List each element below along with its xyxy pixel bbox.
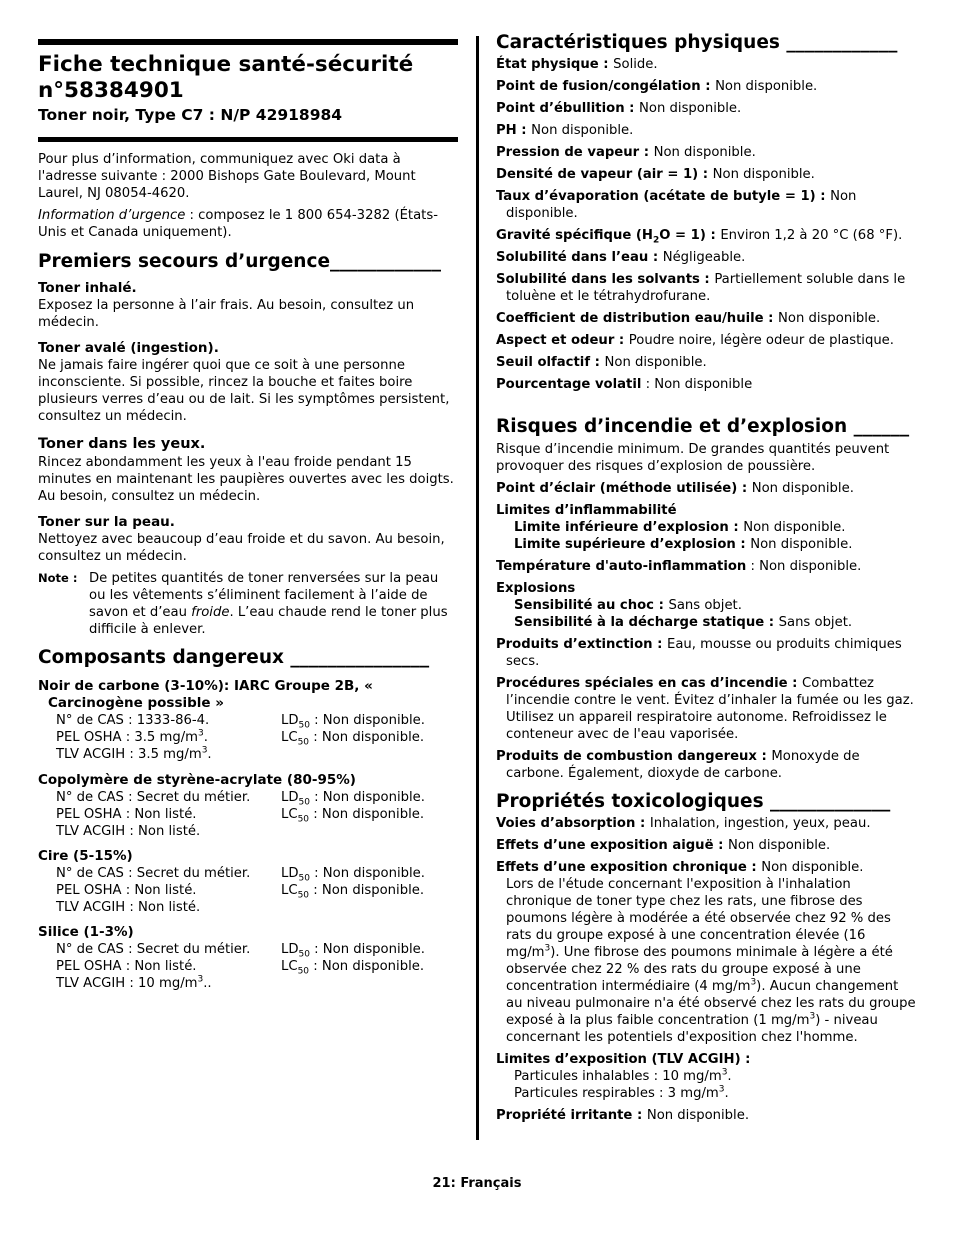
pel-osha: PEL OSHA : 3.5 $mg/m^3$. — [56, 728, 208, 745]
physical-item: Solubilité dans les solvants : Partiellement soluble dans le toluène et le tétrahydrofurane. — [496, 272, 906, 304]
physical-item: Aspect et odeur : Poudre noire, légère odeur de plastique. — [496, 333, 894, 348]
physical-item: Point d’ébullition : Non disponible. — [496, 101, 742, 116]
contact-text: Pour plus d’information, communiquez avec Oki data à l'adresse suivante : 2000 Bishops Gate Boulevard, Mount Laurel, NJ 08054-4620. — [38, 152, 416, 201]
component-block — [38, 772, 455, 840]
ld50: $LD_{50}$ : Non disponible. — [281, 942, 425, 960]
pel-osha: PEL OSHA : Non listé. — [56, 959, 197, 974]
fire-item: Procédures spéciales en cas d’incendie : Combattez l’incendie contre le vent. Évitez d’inhaler la fumée ou les gaz. Utilisez un appareil respiratoire autonome. Refroidissez le conteneur avec de l'eau vaporisée. — [496, 676, 914, 742]
physical-heading: Caractéristiques physiques ____________ — [496, 32, 898, 53]
page-footer: 21: Français — [432, 1176, 522, 1191]
component-name: Noir de carbone (3-10%): IARC Groupe 2B, « Carcinogène possible » — [38, 678, 373, 711]
tlv-acgih: TLV ACGIH : 3.5 $mg/m^3$. — [56, 745, 212, 762]
ld50: $LD_{50}$ : Non disponible. — [281, 790, 425, 808]
physical-item: Taux d’évaporation (acétate de butyle = 1) : Non disponible. — [496, 189, 857, 221]
tlv-acgih: TLV ACGIH : Non listé. — [56, 900, 201, 915]
fire-item: Point d’éclair (méthode utilisée) : Non disponible. — [496, 481, 854, 496]
physical-item: Pression de vapeur : Non disponible. — [496, 145, 756, 160]
fire-subtitle: Limites d’inflammabilité — [496, 503, 677, 518]
first-aid-item — [38, 435, 455, 505]
lc50: $LC_{50}$ : Non disponible. — [281, 730, 425, 748]
fire-item: Température d'auto-inflammation : Non disponible. — [496, 559, 862, 574]
component-block — [38, 678, 455, 763]
physical-item: PH : Non disponible. — [496, 123, 634, 138]
fire-heading: Risques d’incendie et d’explosion ______ — [496, 416, 910, 437]
first-aid-item — [38, 514, 455, 565]
note-text-italic: froide — [191, 605, 230, 620]
component-name: Copolymère de styrène-acrylate (80-95%) — [38, 772, 356, 788]
tox-item: Voies d’absorption : Inhalation, ingestion, yeux, peau. — [496, 816, 871, 831]
page-subtitle: Toner noir, Type C7 : N/P 42918984 — [38, 106, 343, 124]
fire-item: Sensibilité au choc : Sans objet. — [514, 598, 742, 613]
first-aid-heading: Premiers secours d’urgence____________ — [38, 251, 441, 272]
ld50: $LD_{50}$ : Non disponible. — [281, 713, 425, 731]
tox-item: Particules respirables : 3 $mg/m^3$. — [514, 1084, 729, 1101]
first-aid-title: Toner avalé (ingestion). — [38, 340, 219, 356]
first-aid-item — [38, 340, 455, 425]
tox-heading: Propriétés toxicologiques _____________ — [496, 791, 891, 812]
note-label: Note : — [38, 571, 78, 585]
fire-subtitle: Explosions — [496, 581, 576, 596]
column-divider — [476, 36, 479, 1140]
chronic-study-text: Lors de l'étude concernant l'exposition à l'inhalation chronique de toner type chez les rats, une fibrose des poumons légère à modérée a été observée chez 92 % des rats du groupe exposé à une concentration élevée (16 $mg/m^3$). Une fibrose des poumons minimale à légère a été observée chez 22 % des rats du groupe exposé à une concentration intermédiaire (4 $mg/m^3$). Aucun changement au niveau pulmonaire n'a été observé chez les rats du groupe exposé à la plus faible concentration (1 $mg/m^3$) - niveau concernant les potentiels d'exposition chez l'homme. — [506, 877, 916, 1045]
physical-item: Point de fusion/congélation : Non disponible. — [496, 79, 818, 94]
first-aid-title: Toner dans les yeux. — [38, 436, 206, 452]
pel-osha: PEL OSHA : Non listé. — [56, 883, 197, 898]
first-aid-text: Exposez la personne à l’air frais. Au besoin, consultez un médecin. — [38, 298, 415, 330]
title-bottom-rule — [38, 137, 458, 142]
first-aid-item — [38, 280, 455, 331]
tox-item: Particules inhalables : 10 $mg/m^3$. — [514, 1067, 732, 1084]
lc50: $LC_{50}$ : Non disponible. — [281, 807, 425, 825]
fire-list — [496, 441, 916, 782]
tox-item: Effets d’une exposition aiguë : Non disponible. — [496, 838, 831, 853]
emergency-info — [38, 207, 455, 241]
cas-number: N° de CAS : Secret du métier. — [56, 866, 251, 881]
note-text-a: De petites quantités de toner renversées sur la peau ou les vêtements s’éliminent facilement à l’aide de savon et d’eau — [89, 571, 439, 620]
emergency-label: Information d’urgence — [38, 208, 186, 223]
tox-list — [496, 815, 916, 1124]
physical-item: Densité de vapeur (air = 1) : Non disponible. — [496, 167, 815, 182]
component-name: Cire (5-15%) — [38, 848, 133, 864]
cas-number: N° de CAS : 1333-86-4. — [56, 713, 210, 728]
physical-item: Pourcentage volatil : Non disponible — [496, 377, 753, 392]
note — [38, 570, 455, 638]
tlv-acgih: TLV ACGIH : 10 $mg/m^3$.. — [56, 974, 212, 991]
cas-number: N° de CAS : Secret du métier. — [56, 942, 251, 957]
tlv-acgih: TLV ACGIH : Non listé. — [56, 824, 201, 839]
note-text-b: . L’eau chaude rend le toner plus difficile à enlever. — [89, 605, 448, 637]
first-aid-title: Toner inhalé. — [38, 280, 137, 296]
physical-item: Solubilité dans l’eau : Négligeable. — [496, 250, 746, 265]
fire-item: Limite inférieure d’explosion : Non disponible. — [514, 520, 846, 535]
component-block — [38, 848, 455, 916]
tox-subtitle: Limites d’exposition (TLV ACGIH) : — [496, 1052, 751, 1067]
pel-osha: PEL OSHA : Non listé. — [56, 807, 197, 822]
hazardous-heading: Composants dangereux _______________ — [38, 647, 430, 668]
emergency-text: : composez le 1 800 654-3282 (États-Unis et Canada uniquement). — [38, 208, 438, 240]
fire-item: Produits d’extinction : Eau, mousse ou produits chimiques secs. — [496, 637, 902, 669]
ld50: $LD_{50}$ : Non disponible. — [281, 866, 425, 884]
lc50: $LC_{50}$ : Non disponible. — [281, 959, 425, 977]
component-block — [38, 924, 455, 992]
physical-item: Gravité spécifique $(H_2O = 1)$ : Environ 1,2 à 20 °C (68 °F). — [496, 228, 903, 246]
fire-item: Sensibilité à la décharge statique : Sans objet. — [514, 615, 853, 630]
lc50: $LC_{50}$ : Non disponible. — [281, 883, 425, 901]
fire-intro: Risque d’incendie minimum. De grandes quantités peuvent provoquer des risques d’explosion de poussière. — [496, 442, 890, 474]
first-aid-text: Rincez abondamment les yeux à l'eau froide pendant 15 minutes en maintenant les paupières ouvertes avec les doigts. Au besoin, consultez un médecin. — [38, 455, 454, 504]
title-top-rule — [38, 39, 458, 45]
first-aid-title: Toner sur la peau. — [38, 514, 175, 530]
cas-number: N° de CAS : Secret du métier. — [56, 790, 251, 805]
first-aid-text: Nettoyez avec beaucoup d’eau froide et du savon. Au besoin, consultez un médecin. — [38, 532, 445, 564]
fire-item: Limite supérieure d’explosion : Non disponible. — [514, 537, 853, 552]
fire-item: Produits de combustion dangereux : Monoxyde de carbone. Également, dioxyde de carbone. — [496, 749, 860, 781]
physical-item: Coefficient de distribution eau/huile : Non disponible. — [496, 311, 881, 326]
first-aid-text: Ne jamais faire ingérer quoi que ce soit à une personne inconsciente. Si possible, rincez la bouche et faites boire plusieurs verres d’eau ou de lait. Si les symptômes persistent, consultez un médecin. — [38, 358, 450, 424]
physical-list — [496, 56, 916, 398]
physical-item: Seuil olfactif : Non disponible. — [496, 355, 707, 370]
physical-item: État physique : Solide. — [496, 57, 658, 72]
note-text — [89, 570, 455, 638]
component-name: Silice (1-3%) — [38, 924, 134, 940]
tox-item: Effets d’une exposition chronique : Non disponible. — [496, 860, 864, 875]
tox-item: Propriété irritante : Non disponible. — [496, 1108, 750, 1123]
page-title: Fiche technique santé-sécurité n°58384901 — [38, 52, 414, 103]
